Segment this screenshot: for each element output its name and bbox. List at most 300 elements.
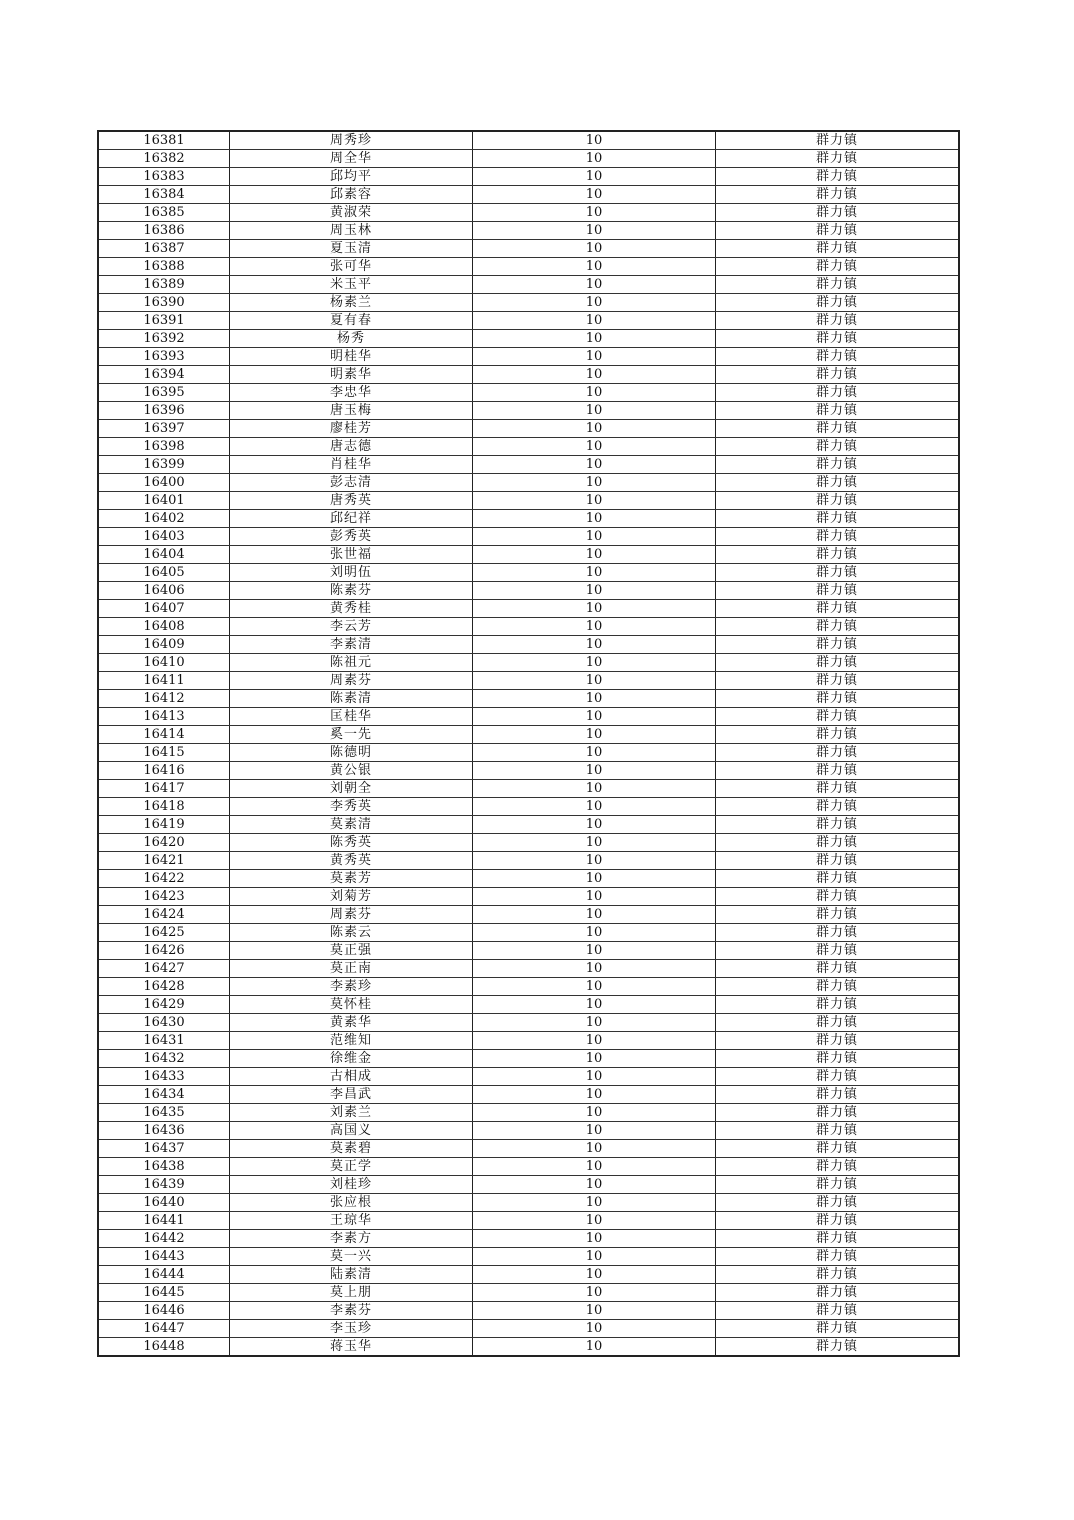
cell-town: 群力镇 <box>716 924 960 942</box>
table-row <box>98 726 959 744</box>
cell-id: 16389 <box>98 276 230 294</box>
table-row <box>98 798 959 816</box>
table-row <box>98 1158 959 1176</box>
table-row <box>98 1212 959 1230</box>
cell-town: 群力镇 <box>716 420 960 438</box>
cell-town: 群力镇 <box>716 1068 960 1086</box>
table-row <box>98 618 959 636</box>
table-row <box>98 960 959 978</box>
cell-id: 16381 <box>98 131 230 150</box>
cell-id: 16428 <box>98 978 230 996</box>
cell-amount: 10 <box>473 240 716 258</box>
cell-id: 16398 <box>98 438 230 456</box>
cell-id: 16402 <box>98 510 230 528</box>
table-row <box>98 816 959 834</box>
table-row <box>98 1122 959 1140</box>
cell-town: 群力镇 <box>716 204 960 222</box>
table-row <box>98 600 959 618</box>
cell-name: 刘明伍 <box>230 564 473 582</box>
cell-name: 莫一兴 <box>230 1248 473 1266</box>
cell-name: 唐玉梅 <box>230 402 473 420</box>
cell-name: 周全华 <box>230 150 473 168</box>
table-row <box>98 1032 959 1050</box>
cell-id: 16419 <box>98 816 230 834</box>
cell-id: 16411 <box>98 672 230 690</box>
table-row <box>98 1050 959 1068</box>
cell-name: 莫正学 <box>230 1158 473 1176</box>
table-row <box>98 1266 959 1284</box>
cell-name: 刘桂珍 <box>230 1176 473 1194</box>
cell-town: 群力镇 <box>716 240 960 258</box>
cell-town: 群力镇 <box>716 888 960 906</box>
cell-amount: 10 <box>473 744 716 762</box>
cell-name: 莫正强 <box>230 942 473 960</box>
table-row <box>98 528 959 546</box>
table-row <box>98 870 959 888</box>
cell-town: 群力镇 <box>716 348 960 366</box>
cell-town: 群力镇 <box>716 762 960 780</box>
table-row <box>98 348 959 366</box>
cell-amount: 10 <box>473 798 716 816</box>
cell-id: 16417 <box>98 780 230 798</box>
cell-town: 群力镇 <box>716 366 960 384</box>
cell-amount: 10 <box>473 1176 716 1194</box>
cell-name: 高国义 <box>230 1122 473 1140</box>
cell-id: 16422 <box>98 870 230 888</box>
cell-town: 群力镇 <box>716 1032 960 1050</box>
table-row <box>98 294 959 312</box>
cell-amount: 10 <box>473 582 716 600</box>
table-row <box>98 258 959 276</box>
cell-town: 群力镇 <box>716 582 960 600</box>
cell-amount: 10 <box>473 654 716 672</box>
cell-id: 16394 <box>98 366 230 384</box>
table-row <box>98 492 959 510</box>
cell-town: 群力镇 <box>716 528 960 546</box>
cell-id: 16405 <box>98 564 230 582</box>
cell-town: 群力镇 <box>716 1266 960 1284</box>
cell-amount: 10 <box>473 402 716 420</box>
cell-id: 16410 <box>98 654 230 672</box>
table-row <box>98 1086 959 1104</box>
cell-id: 16427 <box>98 960 230 978</box>
cell-id: 16441 <box>98 1212 230 1230</box>
table-row <box>98 312 959 330</box>
cell-town: 群力镇 <box>716 1158 960 1176</box>
cell-town: 群力镇 <box>716 870 960 888</box>
cell-id: 16415 <box>98 744 230 762</box>
table-row <box>98 131 959 150</box>
cell-town: 群力镇 <box>716 258 960 276</box>
cell-amount: 10 <box>473 1050 716 1068</box>
table-row <box>98 1230 959 1248</box>
cell-amount: 10 <box>473 1194 716 1212</box>
cell-town: 群力镇 <box>716 330 960 348</box>
cell-town: 群力镇 <box>716 222 960 240</box>
cell-town: 群力镇 <box>716 1212 960 1230</box>
cell-id: 16395 <box>98 384 230 402</box>
cell-amount: 10 <box>473 474 716 492</box>
cell-name: 刘素兰 <box>230 1104 473 1122</box>
table-row <box>98 654 959 672</box>
cell-amount: 10 <box>473 204 716 222</box>
cell-town: 群力镇 <box>716 708 960 726</box>
table-row <box>98 906 959 924</box>
cell-town: 群力镇 <box>716 834 960 852</box>
table-row <box>98 852 959 870</box>
cell-amount: 10 <box>473 1014 716 1032</box>
cell-id: 16404 <box>98 546 230 564</box>
table-row <box>98 204 959 222</box>
cell-amount: 10 <box>473 150 716 168</box>
table-row <box>98 420 959 438</box>
cell-amount: 10 <box>473 1338 716 1357</box>
cell-id: 16401 <box>98 492 230 510</box>
cell-amount: 10 <box>473 960 716 978</box>
cell-id: 16447 <box>98 1320 230 1338</box>
cell-amount: 10 <box>473 546 716 564</box>
cell-amount: 10 <box>473 816 716 834</box>
cell-amount: 10 <box>473 528 716 546</box>
cell-name: 李昌武 <box>230 1086 473 1104</box>
cell-town: 群力镇 <box>716 780 960 798</box>
cell-name: 邱纪祥 <box>230 510 473 528</box>
cell-town: 群力镇 <box>716 276 960 294</box>
table-row <box>98 384 959 402</box>
cell-id: 16382 <box>98 150 230 168</box>
cell-town: 群力镇 <box>716 690 960 708</box>
cell-amount: 10 <box>473 672 716 690</box>
cell-id: 16420 <box>98 834 230 852</box>
cell-id: 16399 <box>98 456 230 474</box>
cell-town: 群力镇 <box>716 906 960 924</box>
cell-id: 16416 <box>98 762 230 780</box>
cell-amount: 10 <box>473 312 716 330</box>
cell-name: 奚一先 <box>230 726 473 744</box>
cell-name: 唐秀英 <box>230 492 473 510</box>
cell-amount: 10 <box>473 636 716 654</box>
cell-name: 李素清 <box>230 636 473 654</box>
cell-town: 群力镇 <box>716 978 960 996</box>
cell-amount: 10 <box>473 1032 716 1050</box>
cell-amount: 10 <box>473 1212 716 1230</box>
cell-id: 16397 <box>98 420 230 438</box>
cell-name: 黄秀英 <box>230 852 473 870</box>
cell-amount: 10 <box>473 366 716 384</box>
cell-amount: 10 <box>473 1230 716 1248</box>
cell-amount: 10 <box>473 276 716 294</box>
cell-town: 群力镇 <box>716 294 960 312</box>
cell-town: 群力镇 <box>716 1230 960 1248</box>
cell-name: 邱均平 <box>230 168 473 186</box>
cell-amount: 10 <box>473 870 716 888</box>
cell-id: 16438 <box>98 1158 230 1176</box>
table-row <box>98 1302 959 1320</box>
cell-town: 群力镇 <box>716 798 960 816</box>
cell-name: 莫上朋 <box>230 1284 473 1302</box>
cell-town: 群力镇 <box>716 438 960 456</box>
cell-amount: 10 <box>473 888 716 906</box>
table-row <box>98 942 959 960</box>
cell-town: 群力镇 <box>716 1014 960 1032</box>
table-row <box>98 366 959 384</box>
cell-name: 陈素清 <box>230 690 473 708</box>
cell-town: 群力镇 <box>716 852 960 870</box>
cell-name: 周素芬 <box>230 672 473 690</box>
cell-name: 陈德明 <box>230 744 473 762</box>
table-row <box>98 546 959 564</box>
cell-amount: 10 <box>473 384 716 402</box>
cell-id: 16387 <box>98 240 230 258</box>
cell-id: 16430 <box>98 1014 230 1032</box>
cell-town: 群力镇 <box>716 312 960 330</box>
cell-id: 16443 <box>98 1248 230 1266</box>
cell-town: 群力镇 <box>716 1194 960 1212</box>
cell-town: 群力镇 <box>716 186 960 204</box>
cell-town: 群力镇 <box>716 1086 960 1104</box>
cell-id: 16446 <box>98 1302 230 1320</box>
table-row <box>98 1320 959 1338</box>
cell-town: 群力镇 <box>716 618 960 636</box>
table-row <box>98 834 959 852</box>
cell-name: 张世福 <box>230 546 473 564</box>
cell-name: 米玉平 <box>230 276 473 294</box>
table-row <box>98 888 959 906</box>
cell-id: 16403 <box>98 528 230 546</box>
cell-id: 16384 <box>98 186 230 204</box>
cell-town: 群力镇 <box>716 942 960 960</box>
cell-amount: 10 <box>473 1086 716 1104</box>
cell-name: 陆素清 <box>230 1266 473 1284</box>
table-row <box>98 510 959 528</box>
cell-id: 16433 <box>98 1068 230 1086</box>
cell-town: 群力镇 <box>716 1104 960 1122</box>
cell-name: 莫素碧 <box>230 1140 473 1158</box>
cell-town: 群力镇 <box>716 1248 960 1266</box>
cell-name: 莫正南 <box>230 960 473 978</box>
cell-id: 16436 <box>98 1122 230 1140</box>
cell-name: 陈秀英 <box>230 834 473 852</box>
table-row <box>98 1140 959 1158</box>
table-row <box>98 402 959 420</box>
cell-name: 杨秀 <box>230 330 473 348</box>
cell-name: 李素珍 <box>230 978 473 996</box>
cell-name: 莫怀桂 <box>230 996 473 1014</box>
cell-town: 群力镇 <box>716 636 960 654</box>
cell-town: 群力镇 <box>716 744 960 762</box>
cell-id: 16396 <box>98 402 230 420</box>
table-row <box>98 222 959 240</box>
cell-id: 16437 <box>98 1140 230 1158</box>
cell-name: 李玉珍 <box>230 1320 473 1338</box>
cell-amount: 10 <box>473 762 716 780</box>
cell-town: 群力镇 <box>716 960 960 978</box>
cell-amount: 10 <box>473 726 716 744</box>
cell-id: 16425 <box>98 924 230 942</box>
table-row <box>98 762 959 780</box>
cell-name: 李素方 <box>230 1230 473 1248</box>
table-row <box>98 1194 959 1212</box>
cell-amount: 10 <box>473 1140 716 1158</box>
table-row <box>98 978 959 996</box>
table-row <box>98 186 959 204</box>
cell-town: 群力镇 <box>716 474 960 492</box>
cell-amount: 10 <box>473 618 716 636</box>
cell-id: 16412 <box>98 690 230 708</box>
cell-amount: 10 <box>473 1068 716 1086</box>
cell-name: 黄秀桂 <box>230 600 473 618</box>
cell-town: 群力镇 <box>716 996 960 1014</box>
cell-town: 群力镇 <box>716 1284 960 1302</box>
cell-amount: 10 <box>473 131 716 150</box>
cell-id: 16400 <box>98 474 230 492</box>
table-row <box>98 1014 959 1032</box>
cell-town: 群力镇 <box>716 402 960 420</box>
table-row <box>98 168 959 186</box>
cell-town: 群力镇 <box>716 1140 960 1158</box>
cell-town: 群力镇 <box>716 546 960 564</box>
cell-id: 16429 <box>98 996 230 1014</box>
table-row <box>98 564 959 582</box>
cell-name: 李云芳 <box>230 618 473 636</box>
cell-name: 李忠华 <box>230 384 473 402</box>
cell-amount: 10 <box>473 1302 716 1320</box>
cell-id: 16383 <box>98 168 230 186</box>
cell-name: 陈祖元 <box>230 654 473 672</box>
table-row <box>98 924 959 942</box>
cell-amount: 10 <box>473 564 716 582</box>
cell-town: 群力镇 <box>716 816 960 834</box>
cell-id: 16406 <box>98 582 230 600</box>
cell-amount: 10 <box>473 834 716 852</box>
table-row <box>98 708 959 726</box>
cell-amount: 10 <box>473 996 716 1014</box>
table-row <box>98 1176 959 1194</box>
cell-amount: 10 <box>473 456 716 474</box>
cell-amount: 10 <box>473 510 716 528</box>
table-row <box>98 240 959 258</box>
cell-name: 杨素兰 <box>230 294 473 312</box>
cell-id: 16421 <box>98 852 230 870</box>
cell-id: 16444 <box>98 1266 230 1284</box>
table-row <box>98 438 959 456</box>
cell-town: 群力镇 <box>716 131 960 150</box>
cell-name: 刘朝全 <box>230 780 473 798</box>
cell-amount: 10 <box>473 780 716 798</box>
cell-town: 群力镇 <box>716 672 960 690</box>
cell-amount: 10 <box>473 924 716 942</box>
cell-name: 张可华 <box>230 258 473 276</box>
cell-name: 陈素芬 <box>230 582 473 600</box>
cell-id: 16409 <box>98 636 230 654</box>
table-row <box>98 150 959 168</box>
cell-town: 群力镇 <box>716 1338 960 1357</box>
cell-name: 李秀英 <box>230 798 473 816</box>
table-row <box>98 636 959 654</box>
cell-amount: 10 <box>473 1104 716 1122</box>
cell-name: 周素芬 <box>230 906 473 924</box>
table-row <box>98 780 959 798</box>
cell-name: 张应根 <box>230 1194 473 1212</box>
cell-name: 匡桂华 <box>230 708 473 726</box>
table-row <box>98 1248 959 1266</box>
cell-name: 廖桂芳 <box>230 420 473 438</box>
cell-name: 刘菊芳 <box>230 888 473 906</box>
table-row <box>98 1104 959 1122</box>
cell-id: 16434 <box>98 1086 230 1104</box>
cell-id: 16392 <box>98 330 230 348</box>
table-row <box>98 276 959 294</box>
cell-town: 群力镇 <box>716 654 960 672</box>
cell-amount: 10 <box>473 420 716 438</box>
cell-id: 16391 <box>98 312 230 330</box>
cell-name: 王琼华 <box>230 1212 473 1230</box>
cell-id: 16385 <box>98 204 230 222</box>
cell-amount: 10 <box>473 258 716 276</box>
cell-name: 明素华 <box>230 366 473 384</box>
cell-amount: 10 <box>473 1320 716 1338</box>
cell-name: 范维知 <box>230 1032 473 1050</box>
cell-id: 16426 <box>98 942 230 960</box>
cell-name: 夏有春 <box>230 312 473 330</box>
cell-town: 群力镇 <box>716 1302 960 1320</box>
table-row <box>98 996 959 1014</box>
cell-town: 群力镇 <box>716 564 960 582</box>
cell-id: 16407 <box>98 600 230 618</box>
cell-name: 彭志清 <box>230 474 473 492</box>
table-row <box>98 1068 959 1086</box>
cell-id: 16393 <box>98 348 230 366</box>
cell-town: 群力镇 <box>716 1050 960 1068</box>
cell-name: 古相成 <box>230 1068 473 1086</box>
cell-id: 16414 <box>98 726 230 744</box>
cell-id: 16423 <box>98 888 230 906</box>
cell-id: 16440 <box>98 1194 230 1212</box>
table-row <box>98 1338 959 1357</box>
cell-id: 16390 <box>98 294 230 312</box>
cell-name: 黄公银 <box>230 762 473 780</box>
cell-amount: 10 <box>473 1158 716 1176</box>
cell-amount: 10 <box>473 708 716 726</box>
cell-town: 群力镇 <box>716 1122 960 1140</box>
cell-id: 16442 <box>98 1230 230 1248</box>
cell-amount: 10 <box>473 1248 716 1266</box>
cell-town: 群力镇 <box>716 1320 960 1338</box>
table-row <box>98 672 959 690</box>
cell-town: 群力镇 <box>716 492 960 510</box>
cell-amount: 10 <box>473 168 716 186</box>
cell-id: 16408 <box>98 618 230 636</box>
cell-name: 明桂华 <box>230 348 473 366</box>
cell-name: 肖桂华 <box>230 456 473 474</box>
cell-name: 蒋玉华 <box>230 1338 473 1357</box>
cell-name: 徐维金 <box>230 1050 473 1068</box>
cell-amount: 10 <box>473 1266 716 1284</box>
cell-id: 16439 <box>98 1176 230 1194</box>
cell-amount: 10 <box>473 492 716 510</box>
cell-name: 李素芬 <box>230 1302 473 1320</box>
cell-town: 群力镇 <box>716 726 960 744</box>
cell-amount: 10 <box>473 906 716 924</box>
cell-name: 黄淑荣 <box>230 204 473 222</box>
cell-amount: 10 <box>473 294 716 312</box>
cell-amount: 10 <box>473 222 716 240</box>
table-row <box>98 456 959 474</box>
cell-name: 唐志德 <box>230 438 473 456</box>
table-row <box>98 690 959 708</box>
cell-name: 陈素云 <box>230 924 473 942</box>
cell-id: 16386 <box>98 222 230 240</box>
